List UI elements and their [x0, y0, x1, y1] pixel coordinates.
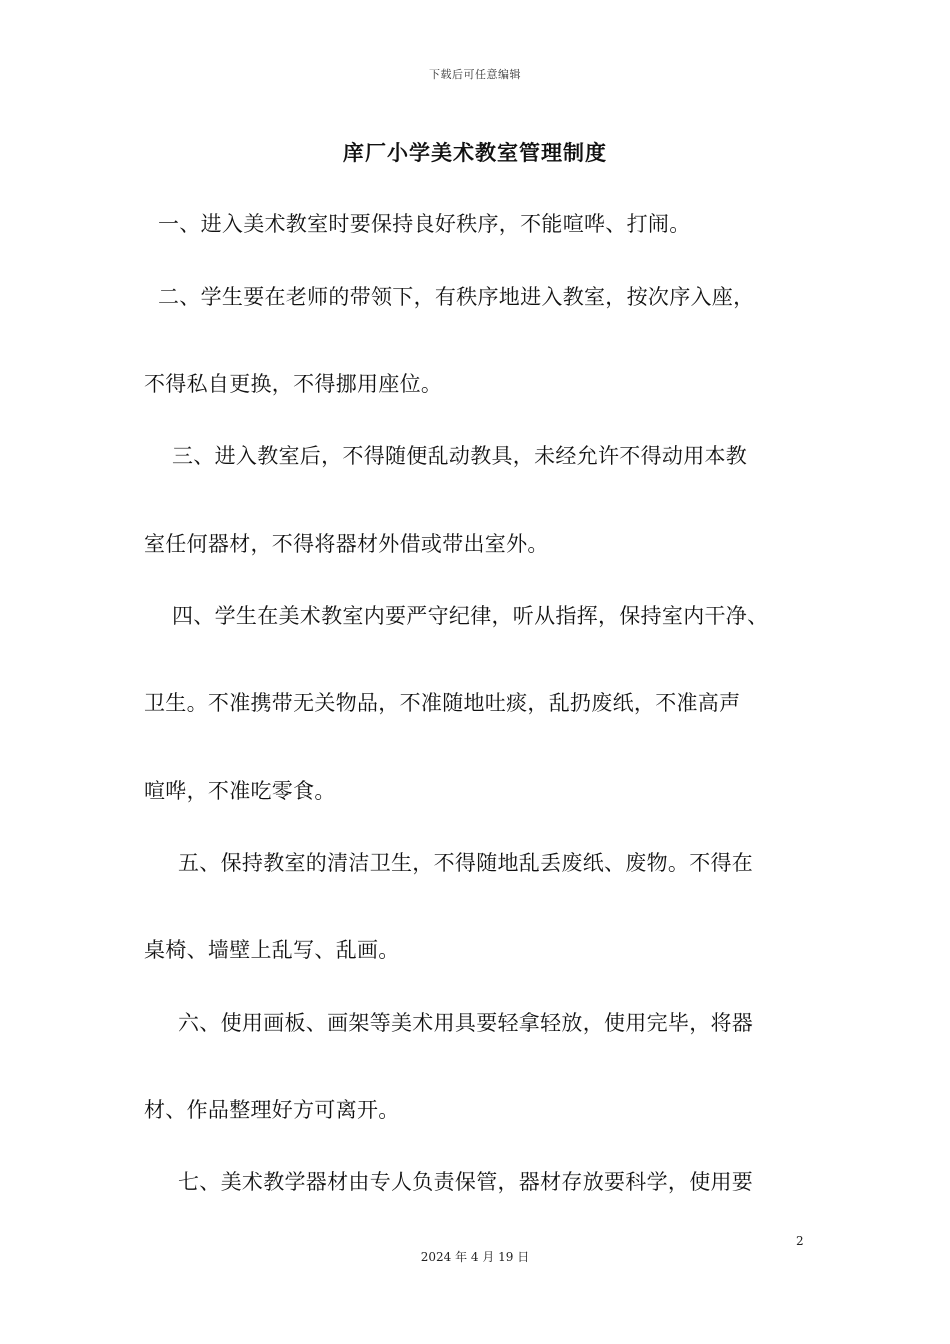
rule-4-line-2: 卫生。不准携带无关物品，不准随地吐痰，乱扔废纸，不准高声	[144, 691, 741, 715]
header-note: 下载后可任意编辑	[429, 68, 521, 81]
rule-5-line-1: 五、保持教室的清洁卫生，不得随地乱丢废纸、废物。不得在	[178, 851, 754, 875]
footer-date: 2024 年 4 月 19 日	[420, 1250, 530, 1264]
page-number: 2	[796, 1234, 804, 1248]
rule-2-line-2: 不得私自更换，不得挪用座位。	[144, 372, 443, 396]
rule-3-line-1: 三、进入教室后，不得随便乱动教具，未经允许不得动用本教	[172, 444, 748, 468]
rule-3-line-2: 室任何器材，不得将器材外借或带出室外。	[144, 532, 549, 556]
rule-6-line-1: 六、使用画板、画架等美术用具要轻拿轻放，使用完毕，将器	[178, 1011, 754, 1035]
rule-4-line-3: 喧哗，不准吃零食。	[144, 779, 336, 803]
rule-7-line-1: 七、美术教学器材由专人负责保管，器材存放要科学，使用要	[178, 1170, 754, 1194]
document-title: 庠厂小学美术教室管理制度	[343, 141, 607, 165]
rule-5-line-2: 桌椅、墙壁上乱写、乱画。	[144, 938, 400, 962]
rule-1-line-1: 一、进入美术教室时要保持良好秩序，不能喧哗、打闹。	[158, 212, 691, 236]
rule-4-line-1: 四、学生在美术教室内要严守纪律，听从指挥，保持室内干净、	[172, 604, 769, 628]
rule-6-line-2: 材、作品整理好方可离开。	[144, 1098, 400, 1122]
rule-2-line-1: 二、学生要在老师的带领下，有秩序地进入教室，按次序入座，	[158, 285, 755, 309]
